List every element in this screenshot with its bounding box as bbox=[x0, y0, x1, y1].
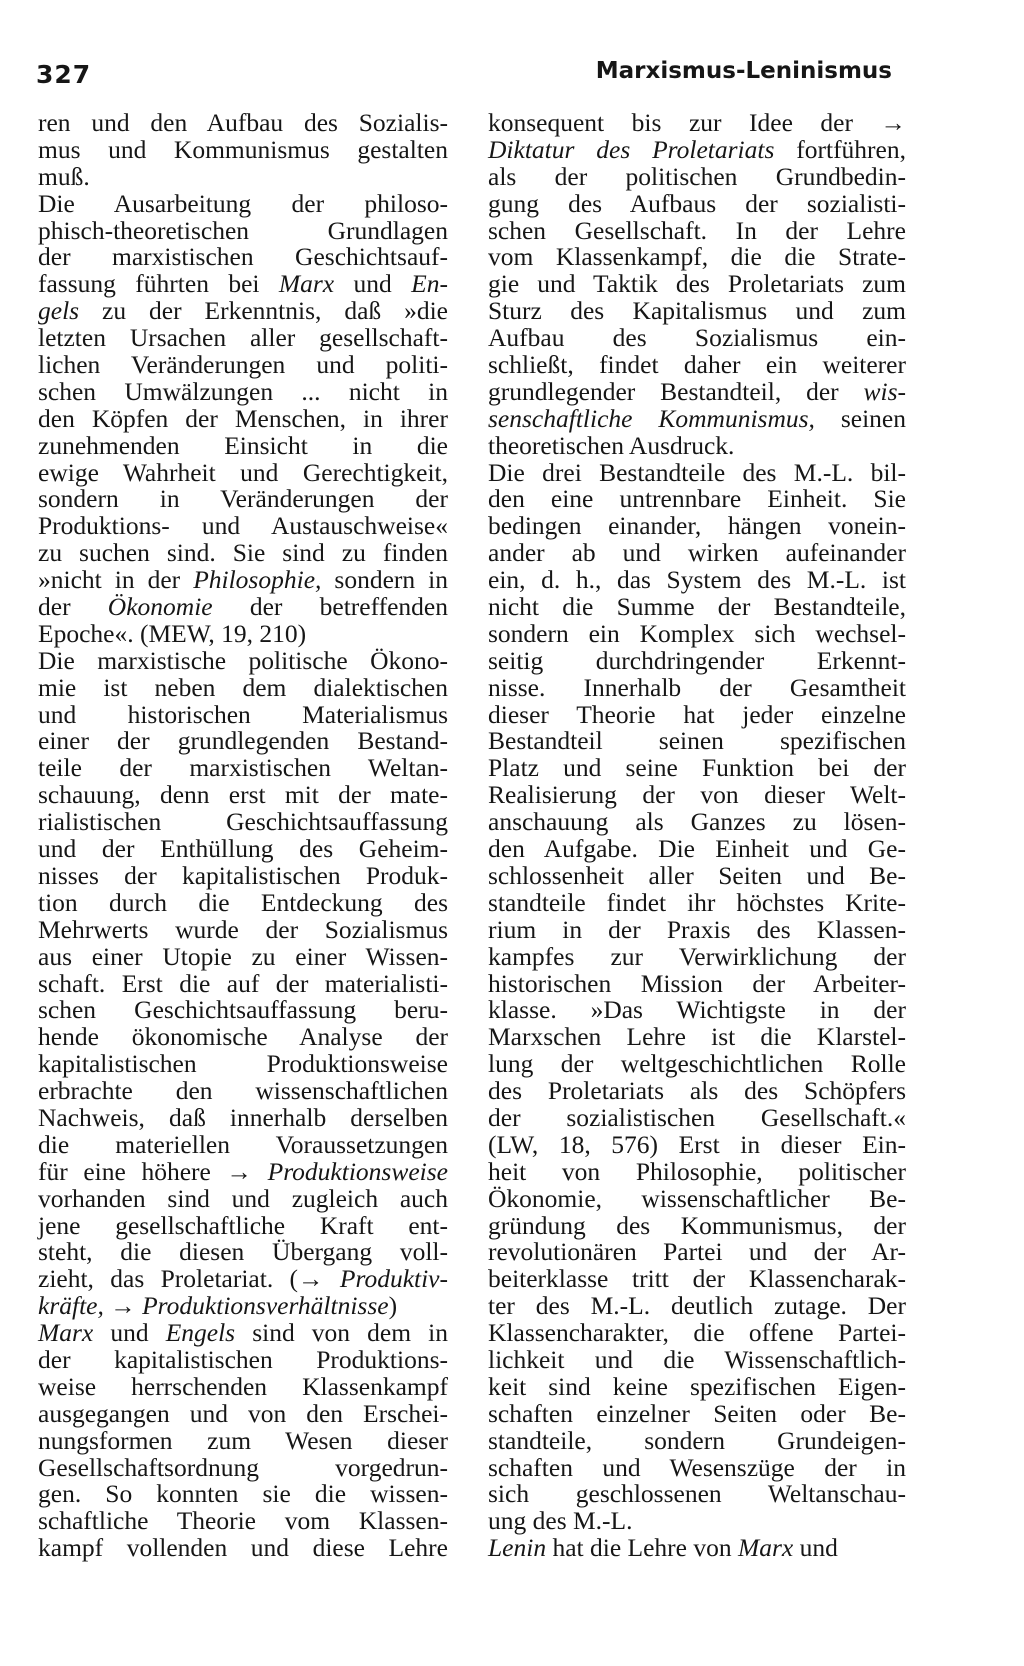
text-line: letzten Ursachen aller gesellschaft- bbox=[38, 323, 448, 353]
text-line: des Proletariats als des Schöpfers bbox=[488, 1076, 906, 1106]
text-line: zu suchen sind. Sie sind zu finden bbox=[38, 538, 448, 568]
text-line: gen. So konnten sie die wissen- bbox=[38, 1479, 448, 1509]
text-line: der Ökonomie der betreffenden bbox=[38, 592, 448, 622]
text-line: ren und den Aufbau des Sozialis- bbox=[38, 108, 448, 137]
text-line: bedingen einander, hängen vonein- bbox=[488, 511, 906, 541]
text-line: der sozialistischen Gesellschaft.« bbox=[488, 1102, 906, 1132]
text-line: ter des M.-L. deutlich zutage. Der bbox=[488, 1291, 906, 1321]
text-line: beiterklasse tritt der Klassencharak- bbox=[488, 1264, 906, 1294]
text-line: erbrachte den wissenschaftlichen bbox=[38, 1076, 448, 1106]
text-line: ausgegangen und von den Erschei- bbox=[38, 1398, 448, 1428]
running-title: Marxismus-Leninismus bbox=[595, 58, 892, 84]
text-line: für eine höhere → Produktionsweise bbox=[38, 1156, 448, 1186]
text-line: Aufbau des Sozialismus ein- bbox=[488, 323, 906, 353]
text-line: sondern ein Komplex sich wechsel- bbox=[488, 618, 906, 648]
text-line: jene gesellschaftliche Kraft ent- bbox=[38, 1210, 448, 1240]
text-line: einer der grundlegenden Bestand- bbox=[38, 726, 448, 756]
text-line: grundlegender Bestandteil, der wis- bbox=[488, 376, 906, 406]
text-line: nicht die Summe der Bestandteile, bbox=[488, 592, 906, 622]
text-line: Die marxistische politische Ökono- bbox=[38, 645, 448, 675]
text-line: Marx und Engels sind von dem in bbox=[38, 1318, 448, 1348]
text-line: vorhanden sind und zugleich auch bbox=[38, 1183, 448, 1213]
text-line: die materiellen Voraussetzungen bbox=[38, 1129, 448, 1159]
text-line: klasse. »Das Wichtigste in der bbox=[488, 995, 906, 1025]
text-line: vom Klassenkampf, die die Strate- bbox=[488, 242, 906, 272]
text-line: lichkeit und die Wissenschaftlich- bbox=[488, 1344, 906, 1374]
text-line: als der politischen Grundbedin- bbox=[488, 161, 906, 191]
text-line: steht, die diesen Übergang voll- bbox=[38, 1237, 448, 1267]
text-line: schen Gesellschaft. In der Lehre bbox=[488, 215, 906, 245]
text-line: gung des Aufbaus der sozialisti- bbox=[488, 188, 906, 218]
text-line: seitig durchdringender Erkennt- bbox=[488, 645, 906, 675]
text-line: Epoche«. (MEW, 19, 210) bbox=[38, 618, 307, 648]
text-line: anschauung als Ganzes zu lösen- bbox=[488, 807, 906, 837]
text-line: muß. bbox=[38, 161, 90, 191]
text-line: dieser Theorie hat jeder einzelne bbox=[488, 699, 906, 729]
text-line: Platz und seine Funktion bei der bbox=[488, 753, 906, 783]
text-line: schaftliche Theorie vom Klassen- bbox=[38, 1506, 448, 1536]
text-line: kapitalistischen Produktionsweise bbox=[38, 1049, 448, 1079]
text-line: rium in der Praxis des Klassen- bbox=[488, 914, 906, 944]
text-line: heit von Philosophie, politischer bbox=[488, 1156, 906, 1186]
text-line: schaft. Erst die auf der materialisti- bbox=[38, 968, 448, 998]
text-line: ewige Wahrheit und Gerechtigkeit, bbox=[38, 457, 448, 487]
text-line: schließt, findet daher ein weiterer bbox=[488, 350, 906, 380]
text-line: kampf vollenden und diese Lehre bbox=[38, 1533, 448, 1563]
text-line: nisses der kapitalistischen Produk- bbox=[38, 860, 448, 890]
text-line: ander ab und wirken aufeinander bbox=[488, 538, 906, 568]
text-line: rialistischen Geschichtsauffassung bbox=[38, 807, 448, 837]
text-line: Die Ausarbeitung der philoso- bbox=[38, 188, 448, 218]
text-line: standteile, sondern Grundeigen- bbox=[488, 1425, 906, 1455]
text-line: und historischen Materialismus bbox=[38, 699, 448, 729]
text-line: zieht, das Proletariat. (→ Produktiv- bbox=[38, 1264, 448, 1294]
text-line: fassung führten bei Marx und En- bbox=[38, 269, 448, 299]
text-line: nisse. Innerhalb der Gesamtheit bbox=[488, 672, 906, 702]
text-line: senschaftliche Kommunismus, seinen bbox=[488, 403, 906, 433]
text-line: Lenin hat die Lehre von Marx und bbox=[488, 1533, 838, 1563]
text-line: lung der weltgeschichtlichen Rolle bbox=[488, 1049, 906, 1079]
text-line: und der Enthüllung des Geheim- bbox=[38, 834, 448, 864]
text-line: (LW, 18, 576) Erst in dieser Ein- bbox=[488, 1129, 906, 1159]
text-line: aus einer Utopie zu einer Wissen- bbox=[38, 941, 448, 971]
text-line: Klassencharakter, die offene Partei- bbox=[488, 1318, 906, 1348]
text-line: ung des M.-L. bbox=[488, 1506, 633, 1536]
text-line: den Aufgabe. Die Einheit und Ge- bbox=[488, 834, 906, 864]
text-line: schen Geschichtsauffassung beru- bbox=[38, 995, 448, 1025]
text-line: lichen Veränderungen und politi- bbox=[38, 350, 448, 380]
text-line: sondern in Veränderungen der bbox=[38, 484, 448, 514]
text-line: teile der marxistischen Weltan- bbox=[38, 753, 448, 783]
text-line: keit sind keine spezifischen Eigen- bbox=[488, 1371, 906, 1401]
text-line: Ökonomie, wissenschaftlicher Be- bbox=[488, 1183, 906, 1213]
text-line: kräfte, → Produktionsverhältnisse) bbox=[38, 1291, 398, 1321]
text-line: Gesellschaftsordnung vorgedrun- bbox=[38, 1452, 448, 1482]
text-line: weise herrschenden Klassenkampf bbox=[38, 1371, 448, 1401]
text-line: mus und Kommunismus gestalten bbox=[38, 134, 448, 164]
text-line: Marxschen Lehre ist die Klarstel- bbox=[488, 1022, 906, 1052]
text-line: den Köpfen der Menschen, in ihrer bbox=[38, 403, 448, 433]
page-number: 327 bbox=[36, 60, 92, 89]
text-line: sich geschlossenen Weltanschau- bbox=[488, 1479, 906, 1509]
text-line: schaften und Wesenszüge der in bbox=[488, 1452, 906, 1482]
text-line: der kapitalistischen Produktions- bbox=[38, 1344, 448, 1374]
text-line: der marxistischen Geschichtsauf- bbox=[38, 242, 448, 272]
text-line: historischen Mission der Arbeiter- bbox=[488, 968, 906, 998]
text-line: gründung des Kommunismus, der bbox=[488, 1210, 906, 1240]
text-line: revolutionären Partei und der Ar- bbox=[488, 1237, 906, 1267]
text-line: Bestandteil seinen spezifischen bbox=[488, 726, 906, 756]
text-line: Die drei Bestandteile des M.-L. bil- bbox=[488, 457, 906, 487]
text-line: Produktions- und Austauschweise« bbox=[38, 511, 448, 541]
text-line: Sturz des Kapitalismus und zum bbox=[488, 296, 906, 326]
text-line: theoretischen Ausdruck. bbox=[488, 430, 735, 460]
text-line: zunehmenden Einsicht in die bbox=[38, 430, 448, 460]
text-line: Mehrwerts wurde der Sozialismus bbox=[38, 914, 448, 944]
text-line: ein, d. h., das System des M.-L. ist bbox=[488, 565, 906, 595]
text-line: schen Umwälzungen ... nicht in bbox=[38, 376, 448, 406]
text-line: schlossenheit aller Seiten und Be- bbox=[488, 860, 906, 890]
text-line: nungsformen zum Wesen dieser bbox=[38, 1425, 448, 1455]
right-column bbox=[488, 110, 906, 1562]
text-line: hende ökonomische Analyse der bbox=[38, 1022, 448, 1052]
text-line: Nachweis, daß innerhalb derselben bbox=[38, 1102, 448, 1132]
text-line: Diktatur des Proletariats fortführen, bbox=[488, 134, 906, 164]
text-line: Realisierung der von dieser Welt- bbox=[488, 780, 906, 810]
text-line: schauung, denn erst mit der mate- bbox=[38, 780, 448, 810]
text-line: kampfes zur Verwirklichung der bbox=[488, 941, 906, 971]
text-line: den eine untrennbare Einheit. Sie bbox=[488, 484, 906, 514]
text-line: gels zu der Erkenntnis, daß »die bbox=[38, 296, 448, 326]
text-line: phisch-theoretischen Grundlagen bbox=[38, 215, 448, 245]
left-column bbox=[38, 110, 448, 1562]
text-line: standteile findet ihr höchstes Krite- bbox=[488, 887, 906, 917]
text-line: schaften einzelner Seiten oder Be- bbox=[488, 1398, 906, 1428]
text-line: gie und Taktik des Proletariats zum bbox=[488, 269, 906, 299]
text-line: tion durch die Entdeckung des bbox=[38, 887, 448, 917]
text-line: konsequent bis zur Idee der → bbox=[488, 108, 906, 137]
text-line: mie ist neben dem dialektischen bbox=[38, 672, 448, 702]
text-line: »nicht in der Philosophie, sondern in bbox=[38, 565, 448, 595]
